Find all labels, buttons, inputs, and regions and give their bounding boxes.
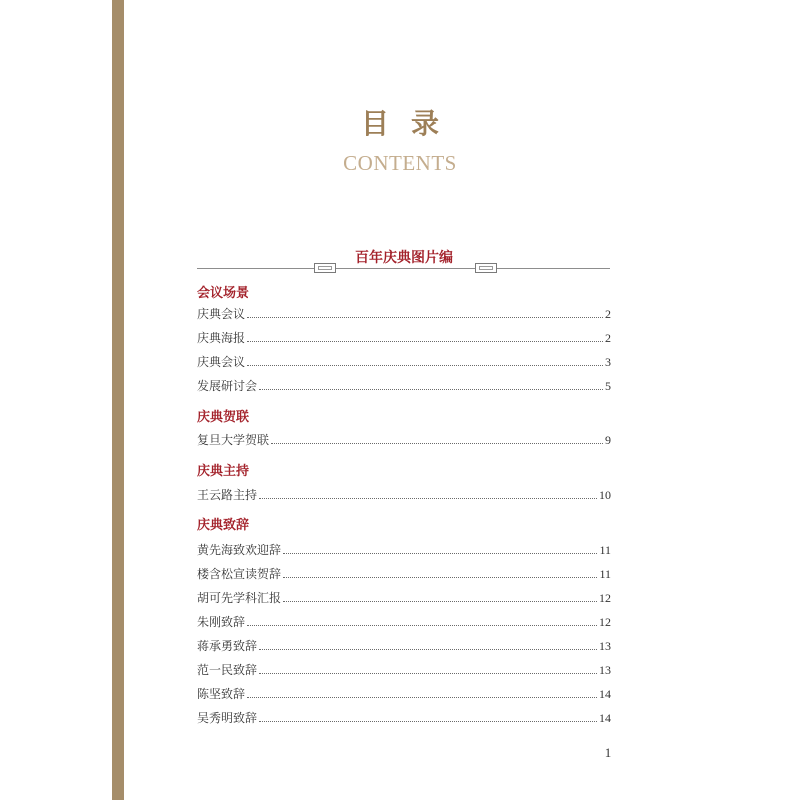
dot-leader <box>259 648 597 650</box>
toc-entry-page: 2 <box>605 307 611 321</box>
dot-leader <box>247 696 597 698</box>
toc-entry-name: 庆典会议 <box>197 307 246 321</box>
toc-entry[interactable] <box>197 637 611 655</box>
dot-leader <box>259 497 597 499</box>
category-heading: 庆典贺联 <box>197 410 250 425</box>
category-heading: 庆典主持 <box>197 464 250 479</box>
toc-entry-page: 13 <box>599 639 611 653</box>
toc-entry-name: 陈坚致辞 <box>197 687 246 701</box>
toc-entry-page: 9 <box>605 433 611 447</box>
toc-entry-page: 10 <box>599 488 611 502</box>
category-heading: 庆典致辞 <box>197 518 250 533</box>
dot-leader <box>247 624 597 626</box>
toc-entry-page: 14 <box>599 711 611 725</box>
dot-leader <box>259 720 597 722</box>
toc-entry-name: 王云路主持 <box>197 488 258 502</box>
toc-entry-name: 庆典海报 <box>197 331 246 345</box>
dot-leader <box>283 600 597 602</box>
toc-entry-page: 3 <box>605 355 611 369</box>
page-number: 1 <box>604 745 612 760</box>
banner-ornament-left <box>314 263 336 273</box>
toc-entry-name: 复旦大学贺联 <box>197 433 270 447</box>
toc-entry-name: 胡可先学科汇报 <box>197 591 282 605</box>
dot-leader <box>283 552 597 554</box>
toc-entry-page: 5 <box>605 379 611 393</box>
toc-entry[interactable] <box>197 589 611 607</box>
toc-entry-name: 发展研讨会 <box>197 379 258 393</box>
toc-entry[interactable] <box>197 329 611 347</box>
toc-entry-name: 范一民致辞 <box>197 663 258 677</box>
page-title: 目录 <box>360 107 461 140</box>
dot-leader <box>247 316 603 318</box>
toc-entry-page: 11 <box>599 543 611 557</box>
toc-entry[interactable] <box>197 661 611 679</box>
toc-entry-name: 蒋承勇致辞 <box>197 639 258 653</box>
toc-entry[interactable] <box>197 613 611 631</box>
toc-entry-page: 12 <box>599 615 611 629</box>
dot-leader <box>259 388 603 390</box>
toc-entry-name: 楼含松宣读贺辞 <box>197 567 282 581</box>
toc-entry[interactable] <box>197 431 611 449</box>
banner-rule <box>197 268 610 269</box>
dot-leader <box>259 672 597 674</box>
toc-entry-page: 2 <box>605 331 611 345</box>
toc-entry[interactable] <box>197 565 611 583</box>
toc-entry[interactable] <box>197 305 611 323</box>
page-subtitle: CONTENTS <box>343 151 457 175</box>
toc-entry-name: 吴秀明致辞 <box>197 711 258 725</box>
toc-entry-page: 11 <box>599 567 611 581</box>
dot-leader <box>271 442 603 444</box>
toc-entry-name: 朱刚致辞 <box>197 615 246 629</box>
toc-entry-page: 12 <box>599 591 611 605</box>
section-title: 百年庆典图片编 <box>342 248 466 268</box>
banner-ornament-right <box>475 263 497 273</box>
section-banner <box>197 250 610 274</box>
toc-entry[interactable] <box>197 377 611 395</box>
toc-entry-page: 13 <box>599 663 611 677</box>
toc-entry[interactable] <box>197 486 611 504</box>
dot-leader <box>283 576 597 578</box>
category-heading: 会议场景 <box>197 286 250 301</box>
dot-leader <box>247 340 603 342</box>
dot-leader <box>247 364 603 366</box>
toc-entry-page: 14 <box>599 687 611 701</box>
toc-entry-name: 庆典会议 <box>197 355 246 369</box>
toc-entry[interactable] <box>197 685 611 703</box>
toc-entry-name: 黄先海致欢迎辞 <box>197 543 282 557</box>
toc-entry[interactable] <box>197 709 611 727</box>
toc-entry[interactable] <box>197 541 611 559</box>
toc-entry[interactable] <box>197 353 611 371</box>
